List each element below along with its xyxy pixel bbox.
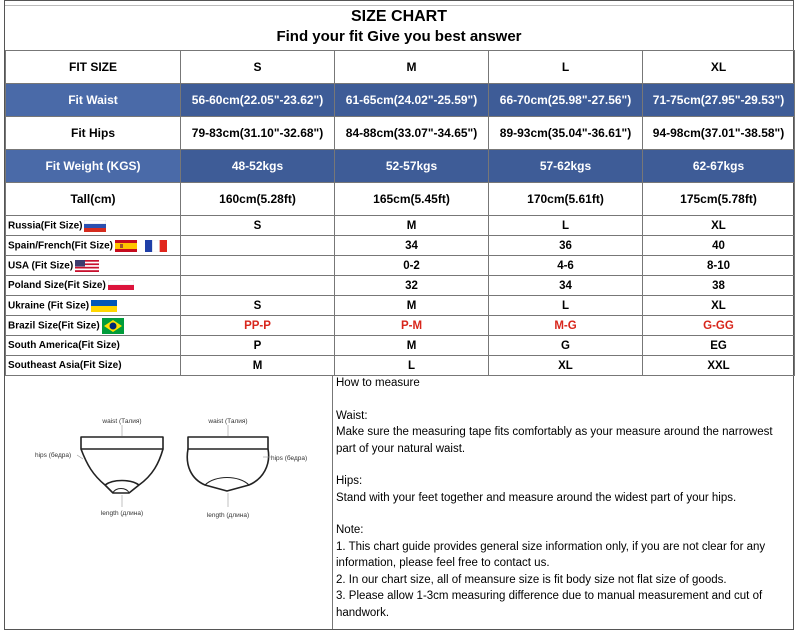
measure-diagram [5,375,333,629]
usa-flag-icon [75,260,99,272]
southeast-asia-row [6,356,795,376]
how-to-measure-title: How to measure [336,377,420,389]
row-label-text: USA (Fit Size) [8,260,74,272]
brazil-row [6,316,795,336]
table-cell: 34 [489,276,643,296]
fit-size-label: FIT SIZE [6,51,181,84]
table-cell: M [181,356,335,376]
row-label [6,256,181,276]
table-cell: M [335,216,489,236]
back-waist-label: waist (Талия) [208,418,248,425]
table-cell: XL [643,216,795,236]
size-xl-header: XL [643,51,795,84]
table-cell: 48-52kgs [181,150,335,183]
table-cell: 84-88cm(33.07"-34.65") [335,117,489,150]
table-cell: 4-6 [489,256,643,276]
table-cell [181,276,335,296]
row-label [6,216,181,236]
table-cell: P [181,336,335,356]
row-label: South America(Fit Size) [6,336,181,356]
size-m-header: M [335,51,489,84]
russia-flag-icon [84,220,106,232]
table-cell: 66-70cm(25.98"-27.56") [489,84,643,117]
row-label [6,236,181,256]
table-cell: P-M [335,316,489,336]
spain-france-row [6,236,795,256]
row-label-text: Brazil Size(Fit Size) [8,320,100,332]
fit-waist-row [6,84,795,117]
table-cell: 57-62kgs [489,150,643,183]
back-hips-label: hips (бедра) [271,455,308,462]
row-label-text: Spain/French(Fit Size) [8,240,114,252]
table-cell: 170cm(5.61ft) [489,183,643,216]
table-cell: PP-P [181,316,335,336]
table-cell: 36 [489,236,643,256]
table-cell: 62-67kgs [643,150,795,183]
table-cell: XL [489,356,643,376]
poland-flag-icon [108,280,134,290]
ukraine-row [6,296,795,316]
usa-row [6,256,795,276]
table-cell: 160cm(5.28ft) [181,183,335,216]
back-length-label: length (длина) [206,512,250,519]
table-cell: 165cm(5.45ft) [335,183,489,216]
france-flag-icon [145,240,167,252]
measure-notes [336,375,786,621]
ukraine-flag-icon [91,300,117,312]
note-3: 3. Please allow 1-3cm measuring difference due to manual measurement and cut of handwork. [336,590,763,619]
table-cell: 38 [643,276,795,296]
table-cell: 40 [643,236,795,256]
table-cell: 32 [335,276,489,296]
table-cell: 175cm(5.78ft) [643,183,795,216]
table-cell: XXL [643,356,795,376]
measure-section [5,375,794,629]
table-cell: L [335,356,489,376]
front-hips-label: hips (бедра) [35,452,72,459]
table-cell [181,236,335,256]
hips-title: Hips: [336,475,363,487]
row-label-text: Poland Size(Fit Size) [8,280,106,291]
row-label: Southeast Asia(Fit Size) [6,356,181,376]
size-table [5,50,795,376]
size-s-header: S [181,51,335,84]
chart-title-block [5,5,793,50]
hips-text: Stand with your feet together and measure around the widest part of your hips. [336,491,737,504]
fit-hips-row [6,117,795,150]
table-cell: S [181,296,335,316]
poland-row [6,276,795,296]
table-cell: 0-2 [335,256,489,276]
fit-weight-row [6,150,795,183]
table-cell: S [181,216,335,236]
panty-diagram-icon [5,375,332,629]
table-cell: 94-98cm(37.01"-38.58") [643,117,795,150]
spain-flag-icon [115,240,137,252]
note-1: 1. This chart guide provides general size information only, if you are not clear for any information, please feel free to contact us. [336,540,766,569]
table-cell: L [489,216,643,236]
row-label [6,276,181,296]
russia-row [6,216,795,236]
table-cell: 89-93cm(35.04"-36.61") [489,117,643,150]
tall-label: Tall(cm) [6,183,181,216]
size-header-row [6,51,795,84]
table-cell [181,256,335,276]
fit-weight-label: Fit Weight (KGS) [6,150,181,183]
south-america-row [6,336,795,356]
table-cell: EG [643,336,795,356]
row-label [6,316,181,336]
table-cell: 71-75cm(27.95"-29.53") [643,84,795,117]
fit-waist-label: Fit Waist [6,84,181,117]
size-l-header: L [489,51,643,84]
note-title: Note: [336,524,364,536]
fit-hips-label: Fit Hips [6,117,181,150]
table-cell: L [489,296,643,316]
front-length-label: length (длина) [100,510,144,517]
table-cell: 34 [335,236,489,256]
brazil-flag-icon [102,318,124,334]
tall-row [6,183,795,216]
table-cell: XL [643,296,795,316]
note-2: 2. In our chart size, all of meansure size is fit body size not flat size of goods. [336,573,727,586]
table-cell: 52-57kgs [335,150,489,183]
row-label-text: Russia(Fit Size) [8,220,83,232]
table-cell: G-GG [643,316,795,336]
row-label [6,296,181,316]
table-cell: 8-10 [643,256,795,276]
table-cell: M [335,336,489,356]
table-cell: 61-65cm(24.02"-25.59") [335,84,489,117]
front-waist-label: waist (Талия) [102,418,142,425]
table-cell: M [335,296,489,316]
row-label-text: Ukraine (Fit Size) [8,300,90,312]
table-cell: 79-83cm(31.10"-32.68") [181,117,335,150]
table-cell: M-G [489,316,643,336]
chart-title: SIZE CHART [351,8,447,25]
waist-title: Waist: [336,409,368,422]
table-cell: G [489,336,643,356]
table-cell: 56-60cm(22.05"-23.62") [181,84,335,117]
chart-subtitle: Find your fit Give you best answer [276,28,522,45]
waist-text: Make sure the measuring tape fits comfortably as your measure around the narrowest part of your natural waist. [336,426,773,455]
